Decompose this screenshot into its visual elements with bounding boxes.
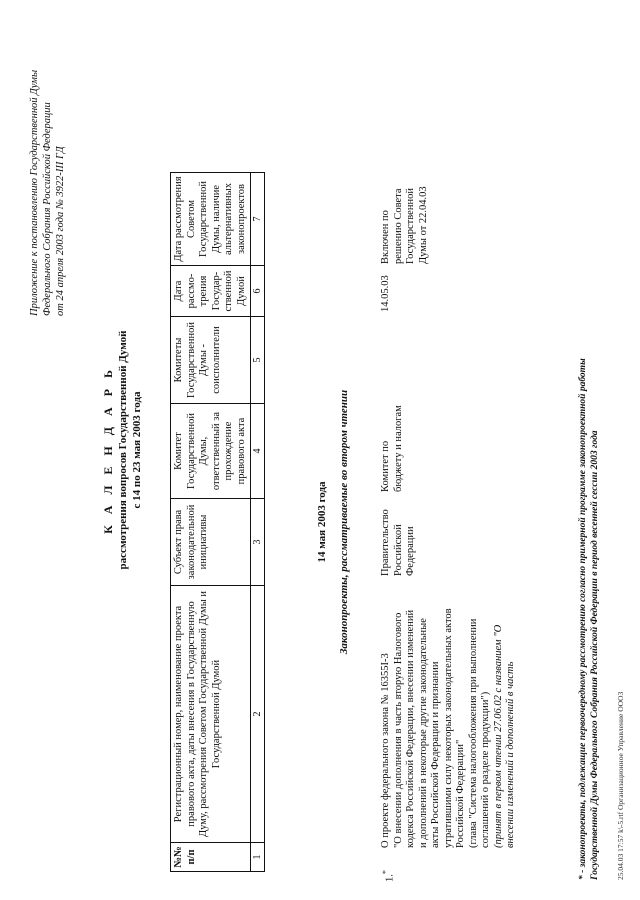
entry-subject: Правительство Российской Федерации: [380, 509, 416, 576]
entry-bill-number: О проекте федерального закона № 16355I-3: [380, 653, 391, 848]
column-number-cell: 4: [251, 404, 265, 499]
header-cell-subject: Субъект права законодательной инициативы: [171, 499, 251, 586]
entry-duma-date: 14.05.03: [380, 275, 391, 312]
header-cell-committee: Комитет Государственной Думы, ответственный за прохождение правового акта: [171, 404, 251, 499]
entry-number: [380, 858, 397, 882]
entry-bill-title: "О внесении дополнения в часть вторую Налогового кодекса Российской Федерации, внесении изменений и дополнений в некоторые другие законодательные акты Российской Федерации и признании утратившими силу некоторых законодательных актов Российской Федерации": [392, 608, 466, 848]
column-number-cell: 1: [251, 843, 265, 872]
header-cell-number: №№ п/п: [171, 843, 251, 872]
header-cell-duma-date: Дата рассмо-трения Государ-ственной Думой: [171, 266, 251, 317]
column-number-cell: 5: [251, 317, 265, 404]
print-footer: 25.04.03 17:57 k\-5.rtf Организационное Управление ООО3: [616, 691, 625, 880]
header-cell-registration: Регистрационный номер, наименование проекта правового акта, даты внесения в Государственную Думу, рассмотрения Советом Государственной Думы и Государственной Думой: [171, 586, 251, 843]
appendix-line-1: Приложение к постановлению Государственной Думы: [29, 69, 40, 316]
entry-star-mark: *: [381, 870, 390, 875]
entry-description: [380, 608, 518, 848]
title-main: К А Л Е Н Д А Р Ь: [101, 366, 115, 534]
appendix-line-2: Федерального Собрания Российской Федерации: [42, 102, 53, 316]
footnote-line-1: * - законопроекты, подлежащие первоочередному рассмотрению согласно примерной программе законопроектной работы: [578, 358, 588, 880]
entry-council-note: Включен по решению Совета Государственной Думы от 22.04.03: [380, 186, 429, 264]
header-cell-co-committees: Комитеты Государственной Думы - соисполнители: [171, 317, 251, 404]
day-heading: 14 мая 2003 года: [316, 481, 328, 563]
document-title: [100, 250, 144, 650]
appendix-line-3: от 24 апреля 2003 года № 3922-III ГД: [55, 146, 66, 316]
entry-bill-chapter: (глава "Система налогообложения при выполнении соглашений о разделе продукции"): [467, 618, 491, 848]
footnote: [578, 180, 601, 880]
entry-committee: Комитет по бюджету и налогам: [380, 405, 404, 492]
entry-number-value: 1.: [384, 874, 396, 882]
footnote-line-2: Государственной Думы Федерального Собрания Российской Федерации в период весенней сессии 2003 года: [589, 430, 600, 880]
column-number-cell: 3: [251, 499, 265, 586]
title-subtitle-1: рассмотрения вопросов Государственной Думой: [117, 330, 129, 570]
column-number-cell: 7: [251, 173, 265, 266]
entry-bill-first-reading: (принят в первом чтении 27.06.02 с названием "О внесении изменений и дополнений в часть: [492, 624, 516, 848]
header-cell-council-date: Дата рассмотрения Советом Государственной Думы, наличие альтернативных законопроектов: [171, 173, 251, 266]
appendix-note: [28, 16, 67, 316]
title-subtitle-2: с 14 по 23 мая 2003 года: [131, 391, 143, 509]
column-number-cell: 6: [251, 266, 265, 317]
column-number-row: [251, 173, 265, 872]
column-number-cell: 2: [251, 586, 265, 843]
section-heading: Законопроекты, рассматриваемые во втором чтении: [338, 389, 350, 655]
header-row: [171, 173, 251, 872]
calendar-table: [170, 172, 265, 872]
